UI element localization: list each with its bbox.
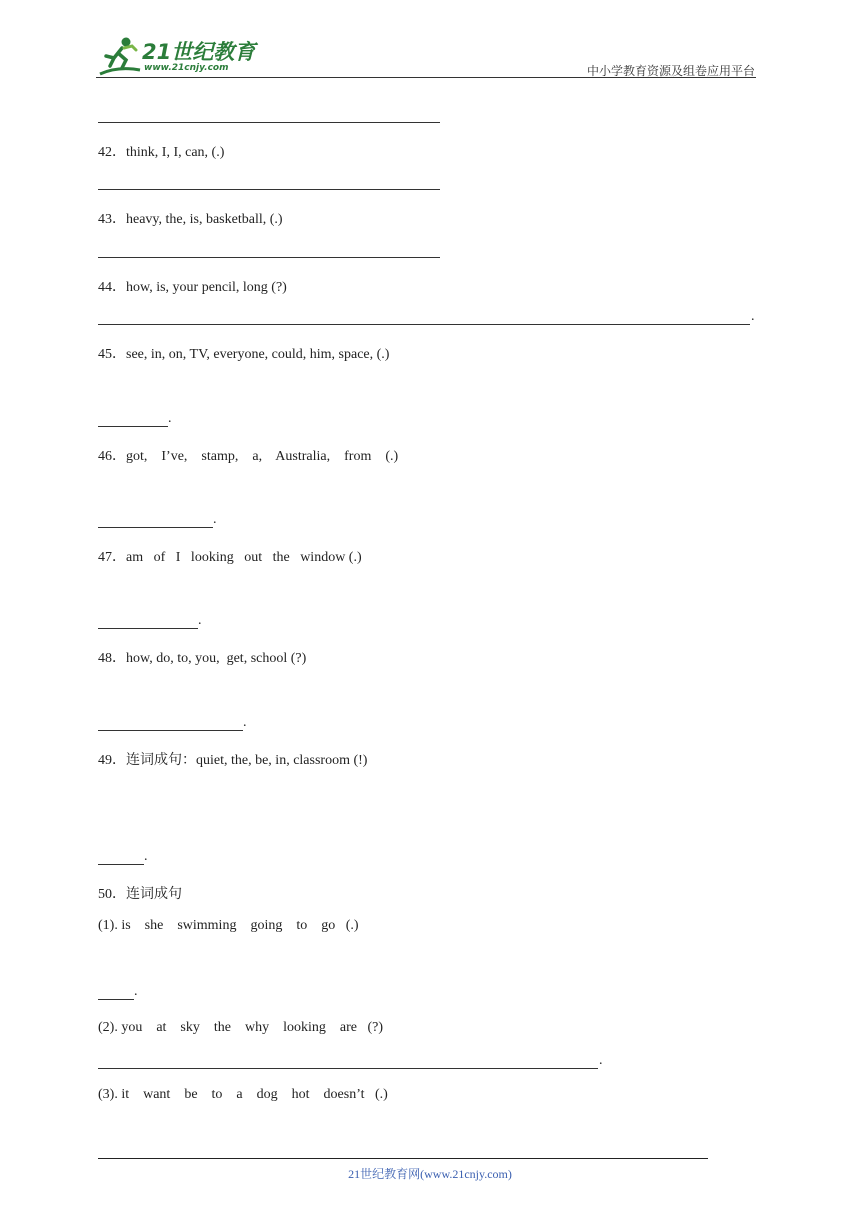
- sub-question-text: you at sky the why looking are (?): [121, 1020, 384, 1035]
- question-43: [98, 208, 283, 228]
- answer-punctuation: .: [751, 309, 755, 324]
- question-49: [98, 749, 367, 769]
- question-number: 46．: [98, 449, 126, 464]
- sub-question-label: (3).: [98, 1087, 118, 1102]
- answer-line: [98, 189, 440, 190]
- question-text: got, I’ve, stamp, a, Australia, from (.): [126, 449, 399, 464]
- question-42: [98, 141, 224, 161]
- question-45: [98, 343, 389, 363]
- answer-punctuation: .: [198, 613, 202, 628]
- answer-line: [98, 628, 198, 629]
- answer-punctuation: .: [599, 1053, 603, 1068]
- question-number: 44．: [98, 280, 126, 295]
- question-text: how, do, to, you, get, school (?): [126, 651, 307, 666]
- sub-question-2: [98, 1020, 383, 1036]
- question-50: [98, 883, 182, 903]
- question-text: 连词成句: [126, 887, 182, 902]
- question-text: heavy, the, is, basketball, (.): [126, 212, 283, 227]
- question-text: am of I looking out the window (.): [126, 550, 362, 565]
- question-text: how, is, your pencil, long (?): [126, 280, 287, 295]
- question-number: 43．: [98, 212, 126, 227]
- question-44: [98, 276, 287, 296]
- answer-punctuation: .: [213, 512, 217, 527]
- answer-punctuation: .: [168, 411, 172, 426]
- answer-line: [98, 324, 750, 325]
- answer-line: [98, 527, 213, 528]
- question-46: [98, 445, 398, 465]
- footer-divider: [98, 1158, 708, 1159]
- question-number: 47．: [98, 550, 126, 565]
- sub-question-text: is she swimming going to go (.): [121, 918, 359, 933]
- question-number: 50．: [98, 887, 126, 902]
- sub-question-3: [98, 1087, 388, 1103]
- logo-url: www.21cnjy.com: [144, 63, 229, 73]
- question-text: see, in, on, TV, everyone, could, him, space, (.): [126, 347, 390, 362]
- question-number: 49．: [98, 753, 126, 768]
- sub-question-label: (1).: [98, 918, 118, 933]
- sub-question-label: (2).: [98, 1020, 118, 1035]
- runner-icon: [96, 36, 142, 78]
- answer-line: [98, 1068, 598, 1069]
- question-48: [98, 647, 306, 667]
- footer-link[interactable]: 21世纪教育网(www.21cnjy.com): [348, 1167, 512, 1181]
- question-number: 45．: [98, 347, 126, 362]
- answer-punctuation: .: [134, 984, 138, 999]
- logo-text: 21世纪教育: [142, 40, 256, 64]
- answer-punctuation: .: [243, 715, 247, 730]
- site-logo: [96, 36, 266, 80]
- question-text: think, I, I, can, (.): [126, 145, 225, 160]
- answer-line: [98, 257, 440, 258]
- question-number: 48．: [98, 651, 126, 666]
- sub-question-text: it want be to a dog hot doesn’t (.): [121, 1087, 388, 1102]
- question-text: 连词成句：quiet, the, be, in, classroom (!): [126, 753, 368, 768]
- answer-line: [98, 426, 168, 427]
- answer-line: [98, 730, 243, 731]
- sub-question-1: [98, 918, 359, 934]
- header-divider: [96, 77, 756, 78]
- answer-line: [98, 122, 440, 123]
- answer-line: [98, 864, 144, 865]
- question-number: 42．: [98, 145, 126, 160]
- answer-line: [98, 999, 134, 1000]
- question-47: [98, 546, 362, 566]
- answer-punctuation: .: [144, 849, 148, 864]
- header-platform-title: 中小学教育资源及组卷应用平台: [586, 64, 755, 78]
